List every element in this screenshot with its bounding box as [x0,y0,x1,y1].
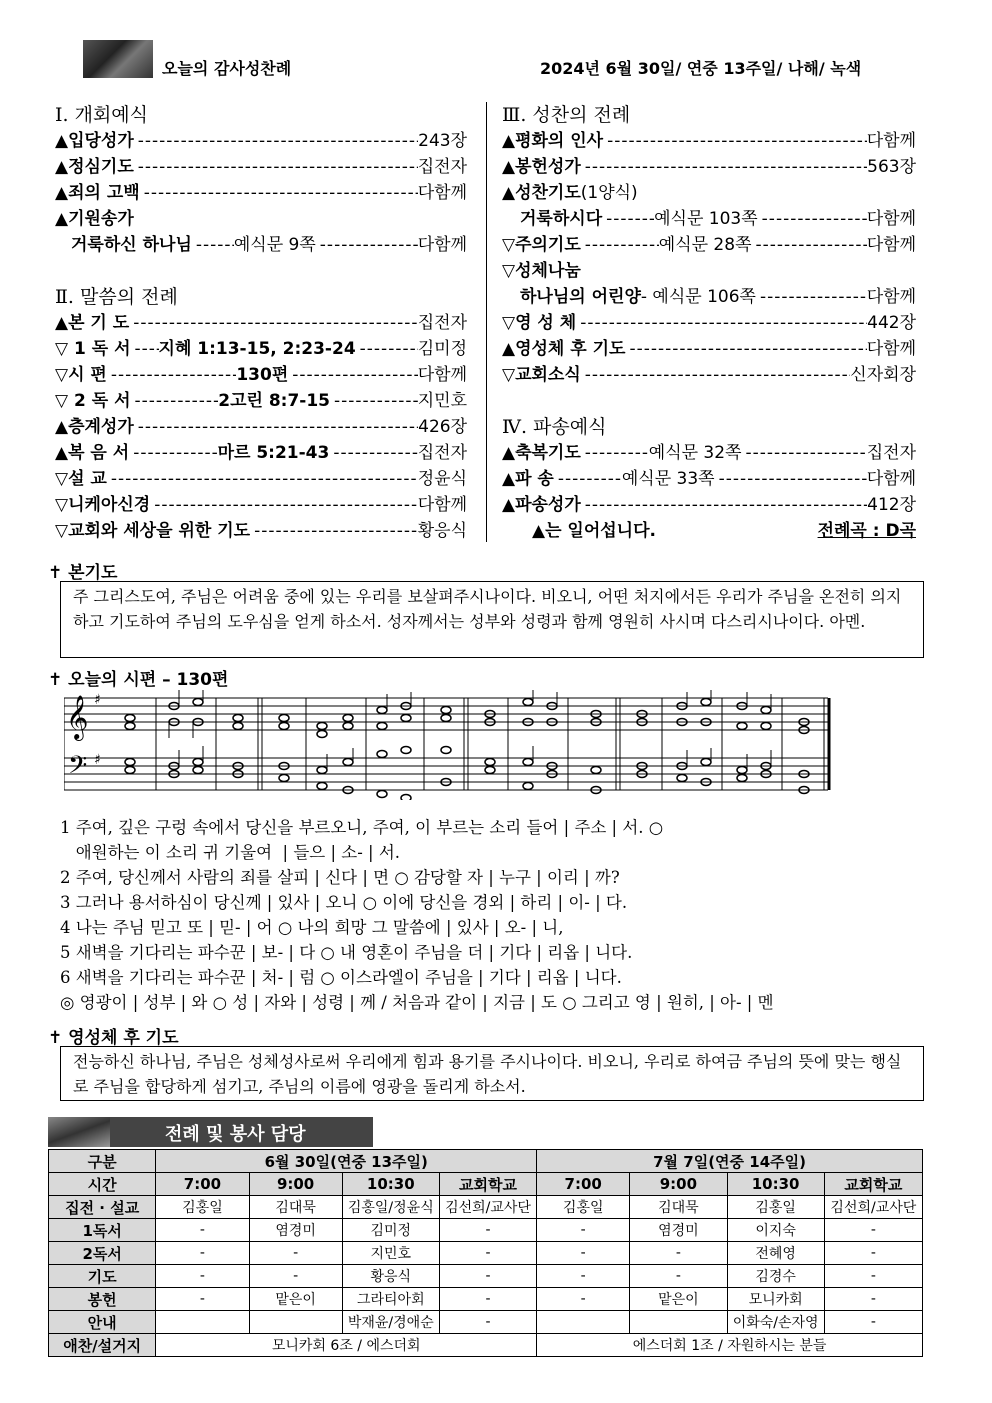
psalm-verse: 4 나는 주님 믿고 또 | 믿- | 어 ○ 나의 희망 그 말씀에 | 있사 | 오- | 니, [60,918,564,937]
table-cell: - [156,1265,249,1288]
table-row [49,1334,923,1357]
order-row: ▲정심기도 ----- 집전자 [55,154,467,180]
table-cell: 염경미 [249,1219,342,1242]
row-header: 시간 [49,1173,156,1196]
order-row: ▲입당성가 ----- 243장 [55,128,467,154]
order-right-column [502,102,916,544]
liturgy-music: 전례곡 : D곡 [817,521,916,541]
table-cell: - [630,1242,727,1265]
table-row [49,1265,923,1288]
table-cell: 모니카회 6조 / 에스더회 [156,1334,537,1357]
table-cell: - [156,1288,249,1311]
table-cell: 김선희/교사단 [824,1196,922,1219]
table-cell: 황응식 [342,1265,439,1288]
order-row: ▽니케아신경 ----- 다함께 [55,492,467,518]
time-cell: 7:00 [537,1173,630,1196]
psalm-verse: 6 새벽을 기다리는 파수꾼 | 처- | 럼 ○ 이스라엘이 주님을 | 기다 | 리옵 | 니다. [60,968,622,987]
order-row: ▲파 송 ----- 예식문 33쪽 ----- 다함께 [502,466,916,492]
table-cell: - [439,1242,536,1265]
table-cell: - [824,1288,922,1311]
order-row: 하나님의 어린양 - 예식문 106쪽 ----- 다함께 [502,284,916,310]
table-cell [249,1311,342,1334]
table-row [49,1196,923,1219]
table-cell: 에스더회 1조 / 자원하시는 분들 [537,1334,923,1357]
banner-photo [48,1117,110,1147]
section-eucharist: Ⅲ. 성찬의 전례 [502,104,631,126]
row-header: 기도 [49,1265,156,1288]
order-row: ▲봉헌성가 ----- 563장 [502,154,916,180]
table-cell [630,1311,727,1334]
psalm-verse: 1 주여, 깊은 구렁 속에서 당신을 부르오니, 주여, 이 부르는 소리 들어 | 주소 | 서. ○ [60,818,664,837]
order-row: ▲성찬기도 (1양식) [502,183,638,203]
psalm-chant-score [64,690,836,800]
svg-text:𝄢: 𝄢 [68,751,88,786]
order-left-column [55,102,467,544]
table-cell: 지민호 [342,1242,439,1265]
time-cell: 9:00 [630,1173,727,1196]
table-cell: - [439,1265,536,1288]
table-cell: 김홍일 [537,1196,630,1219]
table-cell: 이화숙/손자영 [727,1311,824,1334]
duty-table [48,1149,923,1357]
time-cell: 7:00 [156,1173,249,1196]
table-cell: - [630,1265,727,1288]
order-row: ▲축복기도 ----- 예식문 32쪽 ----- 집전자 [502,440,916,466]
column-divider [486,102,487,542]
order-row: ▲죄의 고백 ----- 다함께 [55,180,467,206]
table-cell: 박재윤/경애순 [342,1311,439,1334]
order-row: ▽성체나눔 [502,261,581,281]
table-row [49,1150,923,1173]
table-cell: 맡은이 [630,1288,727,1311]
psalm-verse: 2 주여, 당신께서 사람의 죄를 살피 | 신다 | 면 ○ 감당할 자 | 누구 | 이리 | 까? [60,868,620,887]
table-cell: - [824,1242,922,1265]
table-cell: 김홍일/정윤식 [342,1196,439,1219]
svg-text:♯: ♯ [94,692,101,708]
table-row [49,1219,923,1242]
order-row: ▲층계성가 ----- 426장 [55,414,467,440]
table-cell: 맡은이 [249,1288,342,1311]
order-row: ▲기원송가 [55,209,134,229]
table-cell: 김홍일 [727,1196,824,1219]
time-cell: 교회학교 [824,1173,922,1196]
table-row [49,1288,923,1311]
table-cell: - [537,1242,630,1265]
table-row [49,1242,923,1265]
time-cell: 10:30 [342,1173,439,1196]
psalm-verse: 3 그러나 용서하심이 당신께 | 있사 | 오니 ○ 이에 당신을 경외 | 하리 | 이- | 다. [60,893,628,912]
postcommunion-box: 전능하신 하나님, 주님은 성체성사로써 우리에게 힘과 용기를 주시나이다. 비오니, 우리로 하여금 주님의 뜻에 맞는 행실로 주님을 합당하게 섬기고, 주님의 이름에 영광을 돌리게 하소서. [60,1046,924,1101]
standing-note-row [502,518,916,544]
table-cell: - [537,1219,630,1242]
col-header: 구분 [49,1150,156,1173]
order-row: ▲평화의 인사 ----- 다함께 [502,128,916,154]
order-row: ▽교회소식 ----- 신자회장 [502,362,916,388]
time-cell: 9:00 [249,1173,342,1196]
row-header: 2독서 [49,1242,156,1265]
row-header: 안내 [49,1311,156,1334]
table-cell: 김선희/교사단 [439,1196,536,1219]
standing-note: ▲는 일어섭니다. [532,521,656,541]
week-header: 7월 7일(연중 14주일) [537,1150,923,1173]
table-cell: - [156,1242,249,1265]
psalm-verses [60,815,774,1015]
order-row: ▽영 성 체 ----- 442장 [502,310,916,336]
table-cell: - [537,1265,630,1288]
collect-box: 주 그리스도여, 주님은 어려움 중에 있는 우리를 보살펴주시나이다. 비오니, 어떤 처지에서든 우리가 주님을 온전히 의지하고 기도하여 주님의 도우심을 얻게 하소서. 성자께서는 성부와 성령과 함께 영원히 사시며 다스리시나이다. 아멘. [60,581,924,658]
row-header: 1독서 [49,1219,156,1242]
table-cell: - [249,1265,342,1288]
section-opening: Ⅰ. 개회예식 [55,104,149,126]
order-row: ▽주의기도 ----- 예식문 28쪽 ----- 다함께 [502,232,916,258]
row-header: 집전 · 설교 [49,1196,156,1219]
table-cell [537,1311,630,1334]
order-row: ▽ 2 독 서 ----- 2고린 8:7-15 ----- 지민호 [55,388,467,414]
time-cell: 교회학교 [439,1173,536,1196]
table-cell: 김대묵 [630,1196,727,1219]
order-row: ▽ 1 독 서 ----- 지혜 1:13-15, 2:23-24 ----- 김미정 [55,336,467,362]
table-cell: 전혜영 [727,1242,824,1265]
order-row: ▽설 교 ----- 정윤식 [55,466,467,492]
table-cell: 김미정 [342,1219,439,1242]
order-row: ▲영성체 후 기도 ----- 다함께 [502,336,916,362]
header-photo [83,40,153,78]
order-row: ▽시 편 ----- 130편 ----- 다함께 [55,362,467,388]
table-cell: - [537,1288,630,1311]
collect-heading: ✝ 본기도 [48,563,118,583]
table-cell: - [439,1311,536,1334]
duty-title: 전례 및 봉사 담당 [165,1124,306,1145]
svg-text:𝄞: 𝄞 [66,695,89,739]
table-cell: 이지숙 [727,1219,824,1242]
order-row: 거룩하신 하나님 ----- 예식문 9쪽 ----- 다함께 [55,232,467,258]
order-row: ▽교회와 세상을 위한 기도 ----- 황응식 [55,518,467,544]
table-row [49,1173,923,1196]
section-dismissal: Ⅳ. 파송예식 [502,416,607,438]
table-cell: 김대묵 [249,1196,342,1219]
table-cell: 염경미 [630,1219,727,1242]
table-cell: 모니카회 [727,1288,824,1311]
table-cell: 그라티아회 [342,1288,439,1311]
psalm-verse: 5 새벽을 기다리는 파수꾼 | 보- | 다 ○ 내 영혼이 주님을 더 | 기다 | 리옵 | 니다. [60,943,633,962]
table-row [49,1311,923,1334]
week-header: 6월 30일(연중 13주일) [156,1150,537,1173]
table-cell: - [824,1219,922,1242]
table-cell: 김홍일 [156,1196,249,1219]
table-cell: - [249,1242,342,1265]
table-cell: - [439,1288,536,1311]
order-row: ▲본 기 도 ----- 집전자 [55,310,467,336]
postcommunion-heading: ✝ 영성체 후 기도 [48,1028,179,1048]
psalm-verse: 애원하는 이 소리 귀 기울여 | 들으 | 소- | 서. [60,843,401,862]
order-row: 거룩하시다 ----- 예식문 103쪽 ----- 다함께 [502,206,916,232]
table-cell: - [156,1219,249,1242]
svg-text:♯: ♯ [94,752,101,768]
table-cell: - [824,1311,922,1334]
table-cell: - [439,1219,536,1242]
table-cell [156,1311,249,1334]
section-word: Ⅱ. 말씀의 전례 [55,286,178,308]
order-row: ▲복 음 서 ----- 마르 5:21-43 ----- 집전자 [55,440,467,466]
row-header: 애찬/설거지 [49,1334,156,1357]
service-date: 2024년 6월 30일/ 연중 13주일/ 나해/ 녹색 [540,59,862,78]
time-cell: 10:30 [727,1173,824,1196]
row-header: 봉헌 [49,1288,156,1311]
table-cell: 김경수 [727,1265,824,1288]
page-title: 오늘의 감사성찬례 [162,59,292,78]
order-row: ▲파송성가 ----- 412장 [502,492,916,518]
table-cell: - [824,1265,922,1288]
psalm-heading: ✝ 오늘의 시편 – 130편 [48,670,229,690]
psalm-verse: ◎ 영광이 | 성부 | 와 ○ 성 | 자와 | 성령 | 께 / 처음과 같이 | 지금 | 도 ○ 그리고 영 | 원히, | 아- | 멘 [60,993,774,1012]
